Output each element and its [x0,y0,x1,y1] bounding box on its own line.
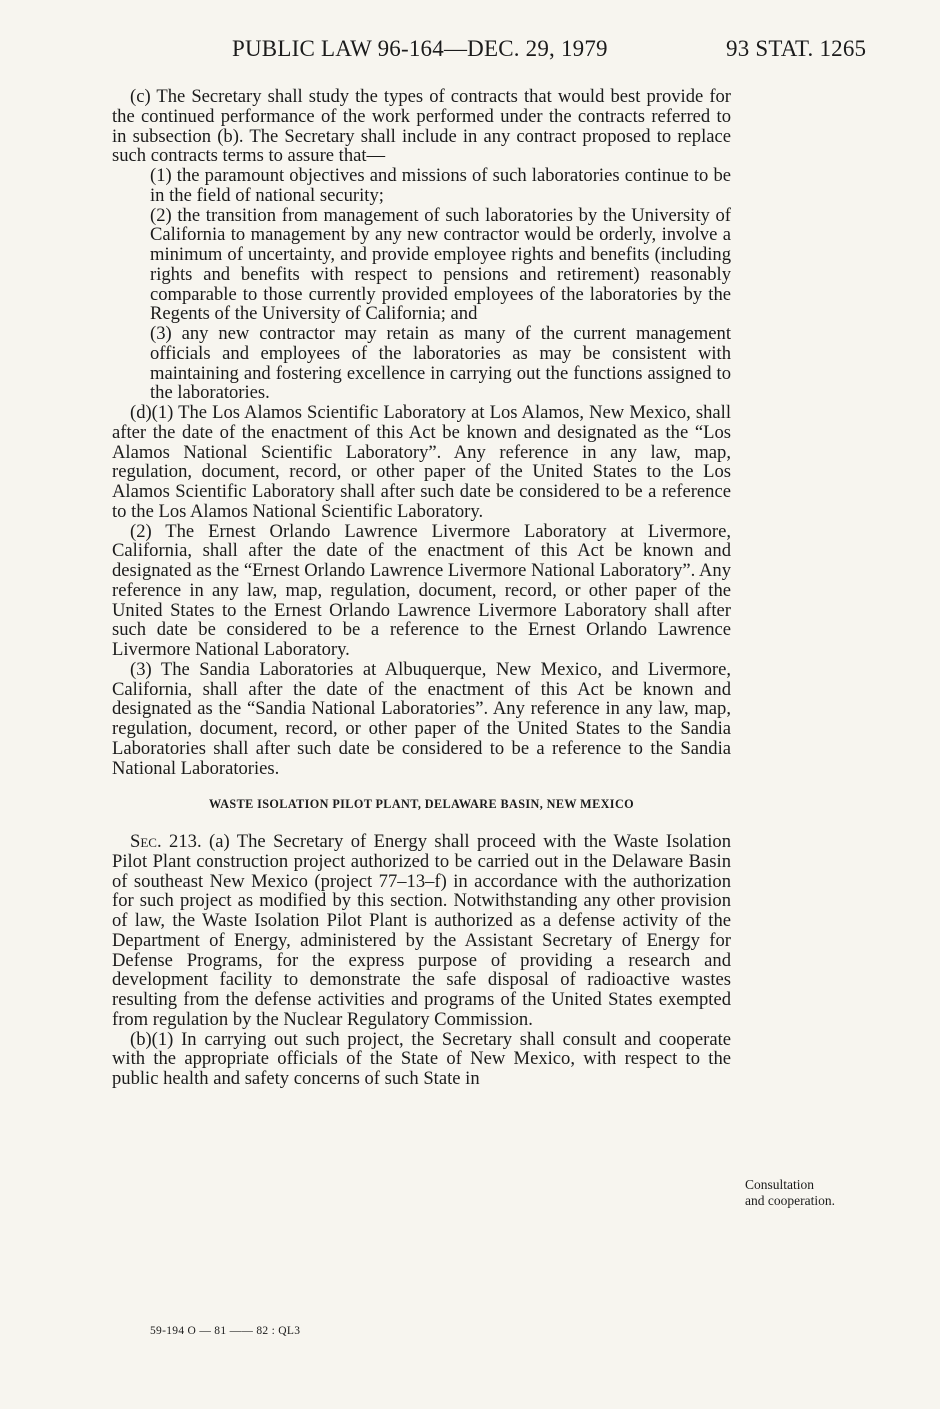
margin-note-line-2: and cooperation. [745,1193,835,1208]
statute-page-reference: 93 STAT. 1265 [726,36,867,61]
paragraph-c1: (1) the paramount objectives and missions of such laboratories continue to be in the field of national security; [150,165,731,206]
margin-note-line-1: Consultation [745,1177,815,1192]
running-header: PUBLIC LAW 96-164—DEC. 29, 1979 [232,36,608,61]
section-label: Sec. [130,831,162,852]
bleed-through-mark [790,186,880,217]
paragraph-213b1: (b)(1) In carrying out such project, the Secretary shall consult and cooperate with the appropriate officials of the State of New Mexico, with respect to the public health and safety concerns of such State in [112,1028,731,1089]
page-body [112,87,731,1089]
print-code: 59-194 O — 81 —— 82 : QL3 [150,1325,301,1337]
paragraph-d3: (3) The Sandia Laboratories at Albuquerque, New Mexico, and Livermore, California, shall after the date of the enactment of this Act be known and designated as the “Sandia National Laboratories”. Any reference in any law, map, regulation, document, record, or other paper of the United States to the Sandia Laboratories shall after such date be considered to be a reference to the Sandia National Laboratories. [112,658,731,779]
paragraph-213a [112,832,731,1030]
margin-note [745,1177,835,1209]
paragraph-c: (c) The Secretary shall study the types of contracts that would best provide for the continued performance of the work performed under the contracts referred to in subsection (b). The Secretary shall include in any contract proposed to replace such contracts terms to assure that— [112,86,731,167]
paragraph-d2: (2) The Ernest Orlando Lawrence Livermore Laboratory at Livermore, California, shall after the date of the enactment of this Act be known and designated as the “Ernest Orlando Lawrence Livermore National Laboratory”. Any reference in any law, map, regulation, document, record, or other paper of the United States to the Ernest Orlando Lawrence Livermore Laboratory shall after such date be considered to be a reference to the Ernest Orlando Lawrence Livermore National Laboratory. [112,520,731,660]
paragraph-d1: (d)(1) The Los Alamos Scientific Laboratory at Los Alamos, New Mexico, shall after the date of the enactment of this Act be known and designated as the “Los Alamos National Scientific Laboratory”. Any reference in any law, map, regulation, document, record, or other paper of the United States to the Los Alamos Scientific Laboratory shall after such date be considered to be a reference to the Los Alamos National Scientific Laboratory. [112,402,731,522]
paragraph-c3: (3) any new contractor may retain as many of the current management officials and employees of the laboratories as may be consistent with maintaining and fostering excellence in carrying out the functions assigned to the laboratories. [150,323,731,404]
section-heading: WASTE ISOLATION PILOT PLANT, DELAWARE BASIN, NEW MEXICO [208,797,635,812]
paragraph-c2: (2) the transition from management of such laboratories by the University of California to management by any new contractor would be orderly, involve a minimum of uncertainty, and provide employee rights and benefits (including rights and benefits with respect to pensions and retirement) reasonably comparable to those currently provided employees of the laboratories by the Regents of the University of California; and [150,204,731,325]
paragraph-213a-text: 213. (a) The Secretary of Energy shall proceed with the Waste Isolation Pilot Plant construction project authorized to be carried out in the Delaware Basin of southeast New Mexico (project 77–13–f) in accordance with the authorization for such project as modified by this section. Notwithstanding any other provision of law, the Waste Isolation Pilot Plant is authorized as a defense activity of the Department of Energy, administered by the Assistant Secretary of Energy for Defense Programs, for the express purpose of providing a research and development facility to demonstrate the safe disposal of radioactive wastes resulting from the defense activities and programs of the United States exempted from regulation by the Nuclear Regulatory Commission. [112,831,731,1030]
